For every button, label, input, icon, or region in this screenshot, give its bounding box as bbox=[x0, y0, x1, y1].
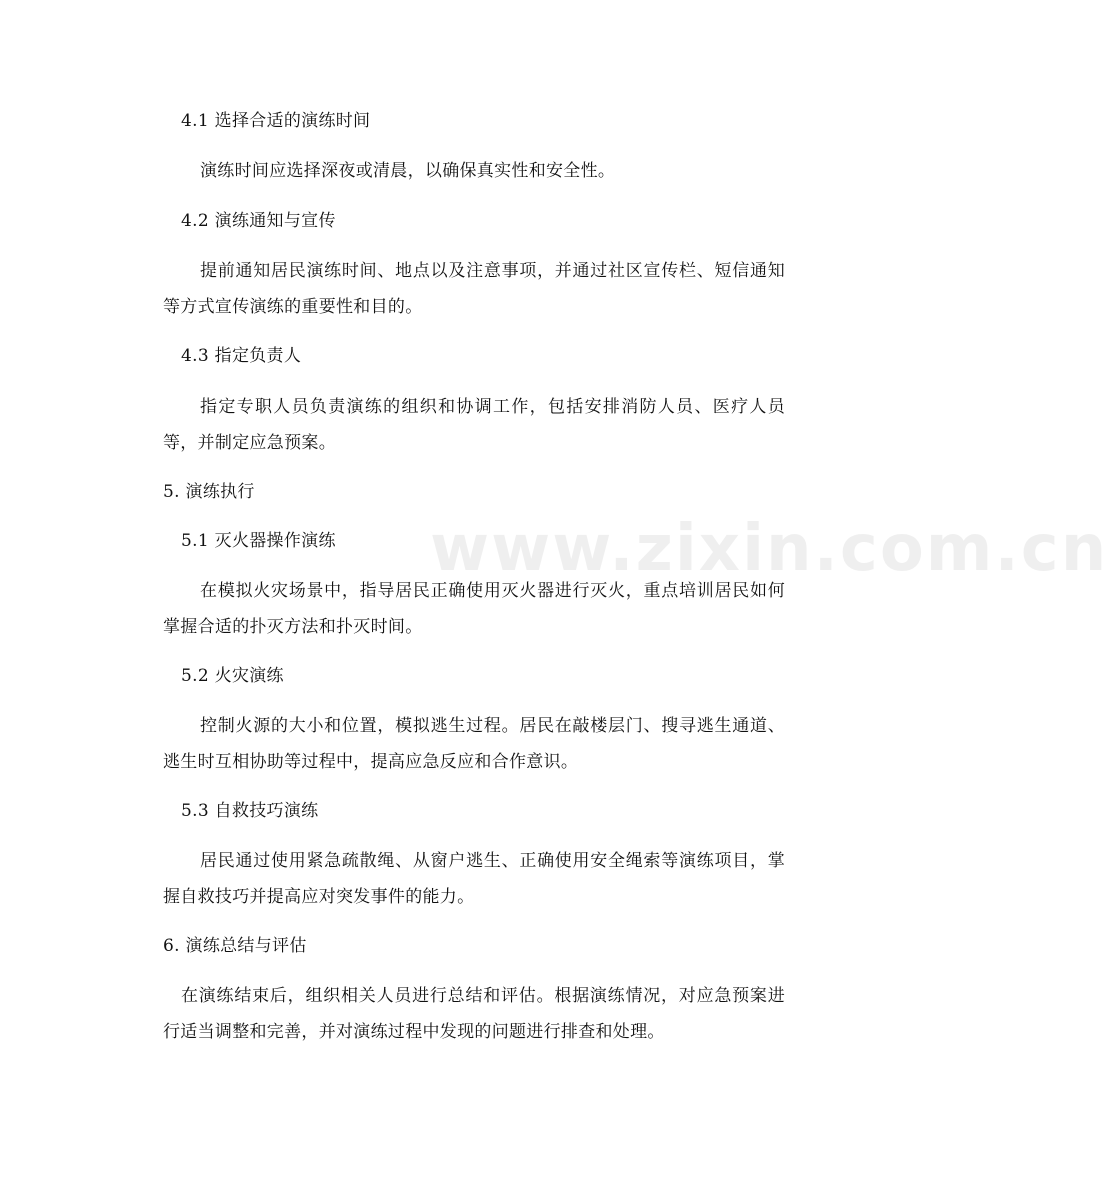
heading-6: 6. 演练总结与评估 bbox=[163, 936, 307, 956]
paragraph-5-1: 在模拟火灾场景中，指导居民正确使用灭火器进行灭火，重点培训居民如何掌握合适的扑灭方法和扑灭时间。 bbox=[163, 581, 785, 637]
paragraph-4-1: 演练时间应选择深夜或清晨，以确保真实性和安全性。 bbox=[200, 161, 616, 181]
watermark: www.zixin.com.cn bbox=[430, 512, 1108, 586]
heading-5-1: 5.1 灭火器操作演练 bbox=[181, 531, 336, 551]
heading-4-3: 4.3 指定负责人 bbox=[181, 346, 302, 366]
paragraph-5-2: 控制火源的大小和位置，模拟逃生过程。居民在敲楼层门、搜寻逃生通道、逃生时互相协助等过程中，提高应急反应和合作意识。 bbox=[163, 716, 785, 772]
paragraph-4-3: 指定专职人员负责演练的组织和协调工作，包括安排消防人员、医疗人员等，并制定应急预案。 bbox=[163, 397, 785, 453]
heading-5: 5. 演练执行 bbox=[163, 482, 255, 502]
heading-5-2: 5.2 火灾演练 bbox=[181, 666, 284, 686]
paragraph-6: 在演练结束后，组织相关人员进行总结和评估。根据演练情况，对应急预案进行适当调整和完善，并对演练过程中发现的问题进行排查和处理。 bbox=[163, 986, 785, 1042]
heading-5-3: 5.3 自救技巧演练 bbox=[181, 801, 319, 821]
paragraph-4-2: 提前通知居民演练时间、地点以及注意事项，并通过社区宣传栏、短信通知等方式宣传演练的重要性和目的。 bbox=[163, 261, 785, 317]
paragraph-5-3: 居民通过使用紧急疏散绳、从窗户逃生、正确使用安全绳索等演练项目，掌握自救技巧并提高应对突发事件的能力。 bbox=[163, 851, 785, 907]
heading-4-1: 4.1 选择合适的演练时间 bbox=[181, 111, 371, 131]
heading-4-2: 4.2 演练通知与宣传 bbox=[181, 211, 336, 231]
